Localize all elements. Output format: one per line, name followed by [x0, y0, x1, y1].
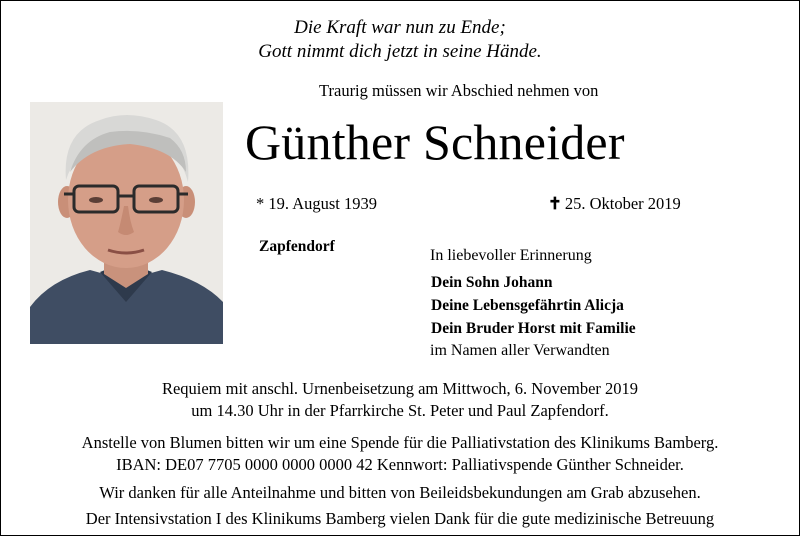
death-date-group: [548, 194, 681, 214]
birth-date: * 19. August 1939: [256, 194, 378, 213]
mourners-outro: im Namen aller Verwandten: [430, 342, 610, 359]
mourner-name: Dein Sohn Johann: [431, 274, 553, 291]
portrait-illustration: [30, 102, 223, 344]
verse-line-1: Die Kraft war nun zu Ende;: [294, 17, 506, 38]
donation-line-1: Anstelle von Blumen bitten wir um eine Spende für die Palliativstation des Klinikums Bamberg.: [81, 433, 719, 452]
donation-line-2: IBAN: DE07 7705 0000 0000 0000 42 Kennwort: Palliativspende Günther Schneider.: [116, 455, 684, 474]
place-of-residence: Zapfendorf: [259, 238, 335, 255]
cross-icon: ✝: [548, 194, 562, 213]
intro-text: Traurig müssen wir Abschied nehmen von: [319, 81, 599, 100]
deceased-name: Günther Schneider: [245, 114, 625, 170]
thanks-line-2: Der Intensivstation I des Klinikums Bamberg vielen Dank für die gute medizinische Betreuung: [85, 509, 715, 528]
service-line-1: Requiem mit anschl. Urnenbeisetzung am Mittwoch, 6. November 2019: [161, 379, 639, 398]
verse-line-2: Gott nimmt dich jetzt in seine Hände.: [258, 41, 542, 62]
mourner-name: Deine Lebensgefährtin Alicja: [431, 297, 624, 314]
portrait-photo: [30, 102, 223, 344]
mourner-name: Dein Bruder Horst mit Familie: [431, 320, 636, 337]
thanks-line-1: Wir danken für alle Anteilnahme und bitten von Beileidsbekundungen am Grab abzusehen.: [99, 483, 701, 502]
service-line-2: um 14.30 Uhr in der Pfarrkirche St. Peter und Paul Zapfendorf.: [191, 401, 609, 420]
death-date: 25. Oktober 2019: [564, 194, 681, 213]
mourners-intro: In liebevoller Erinnerung: [430, 247, 592, 264]
